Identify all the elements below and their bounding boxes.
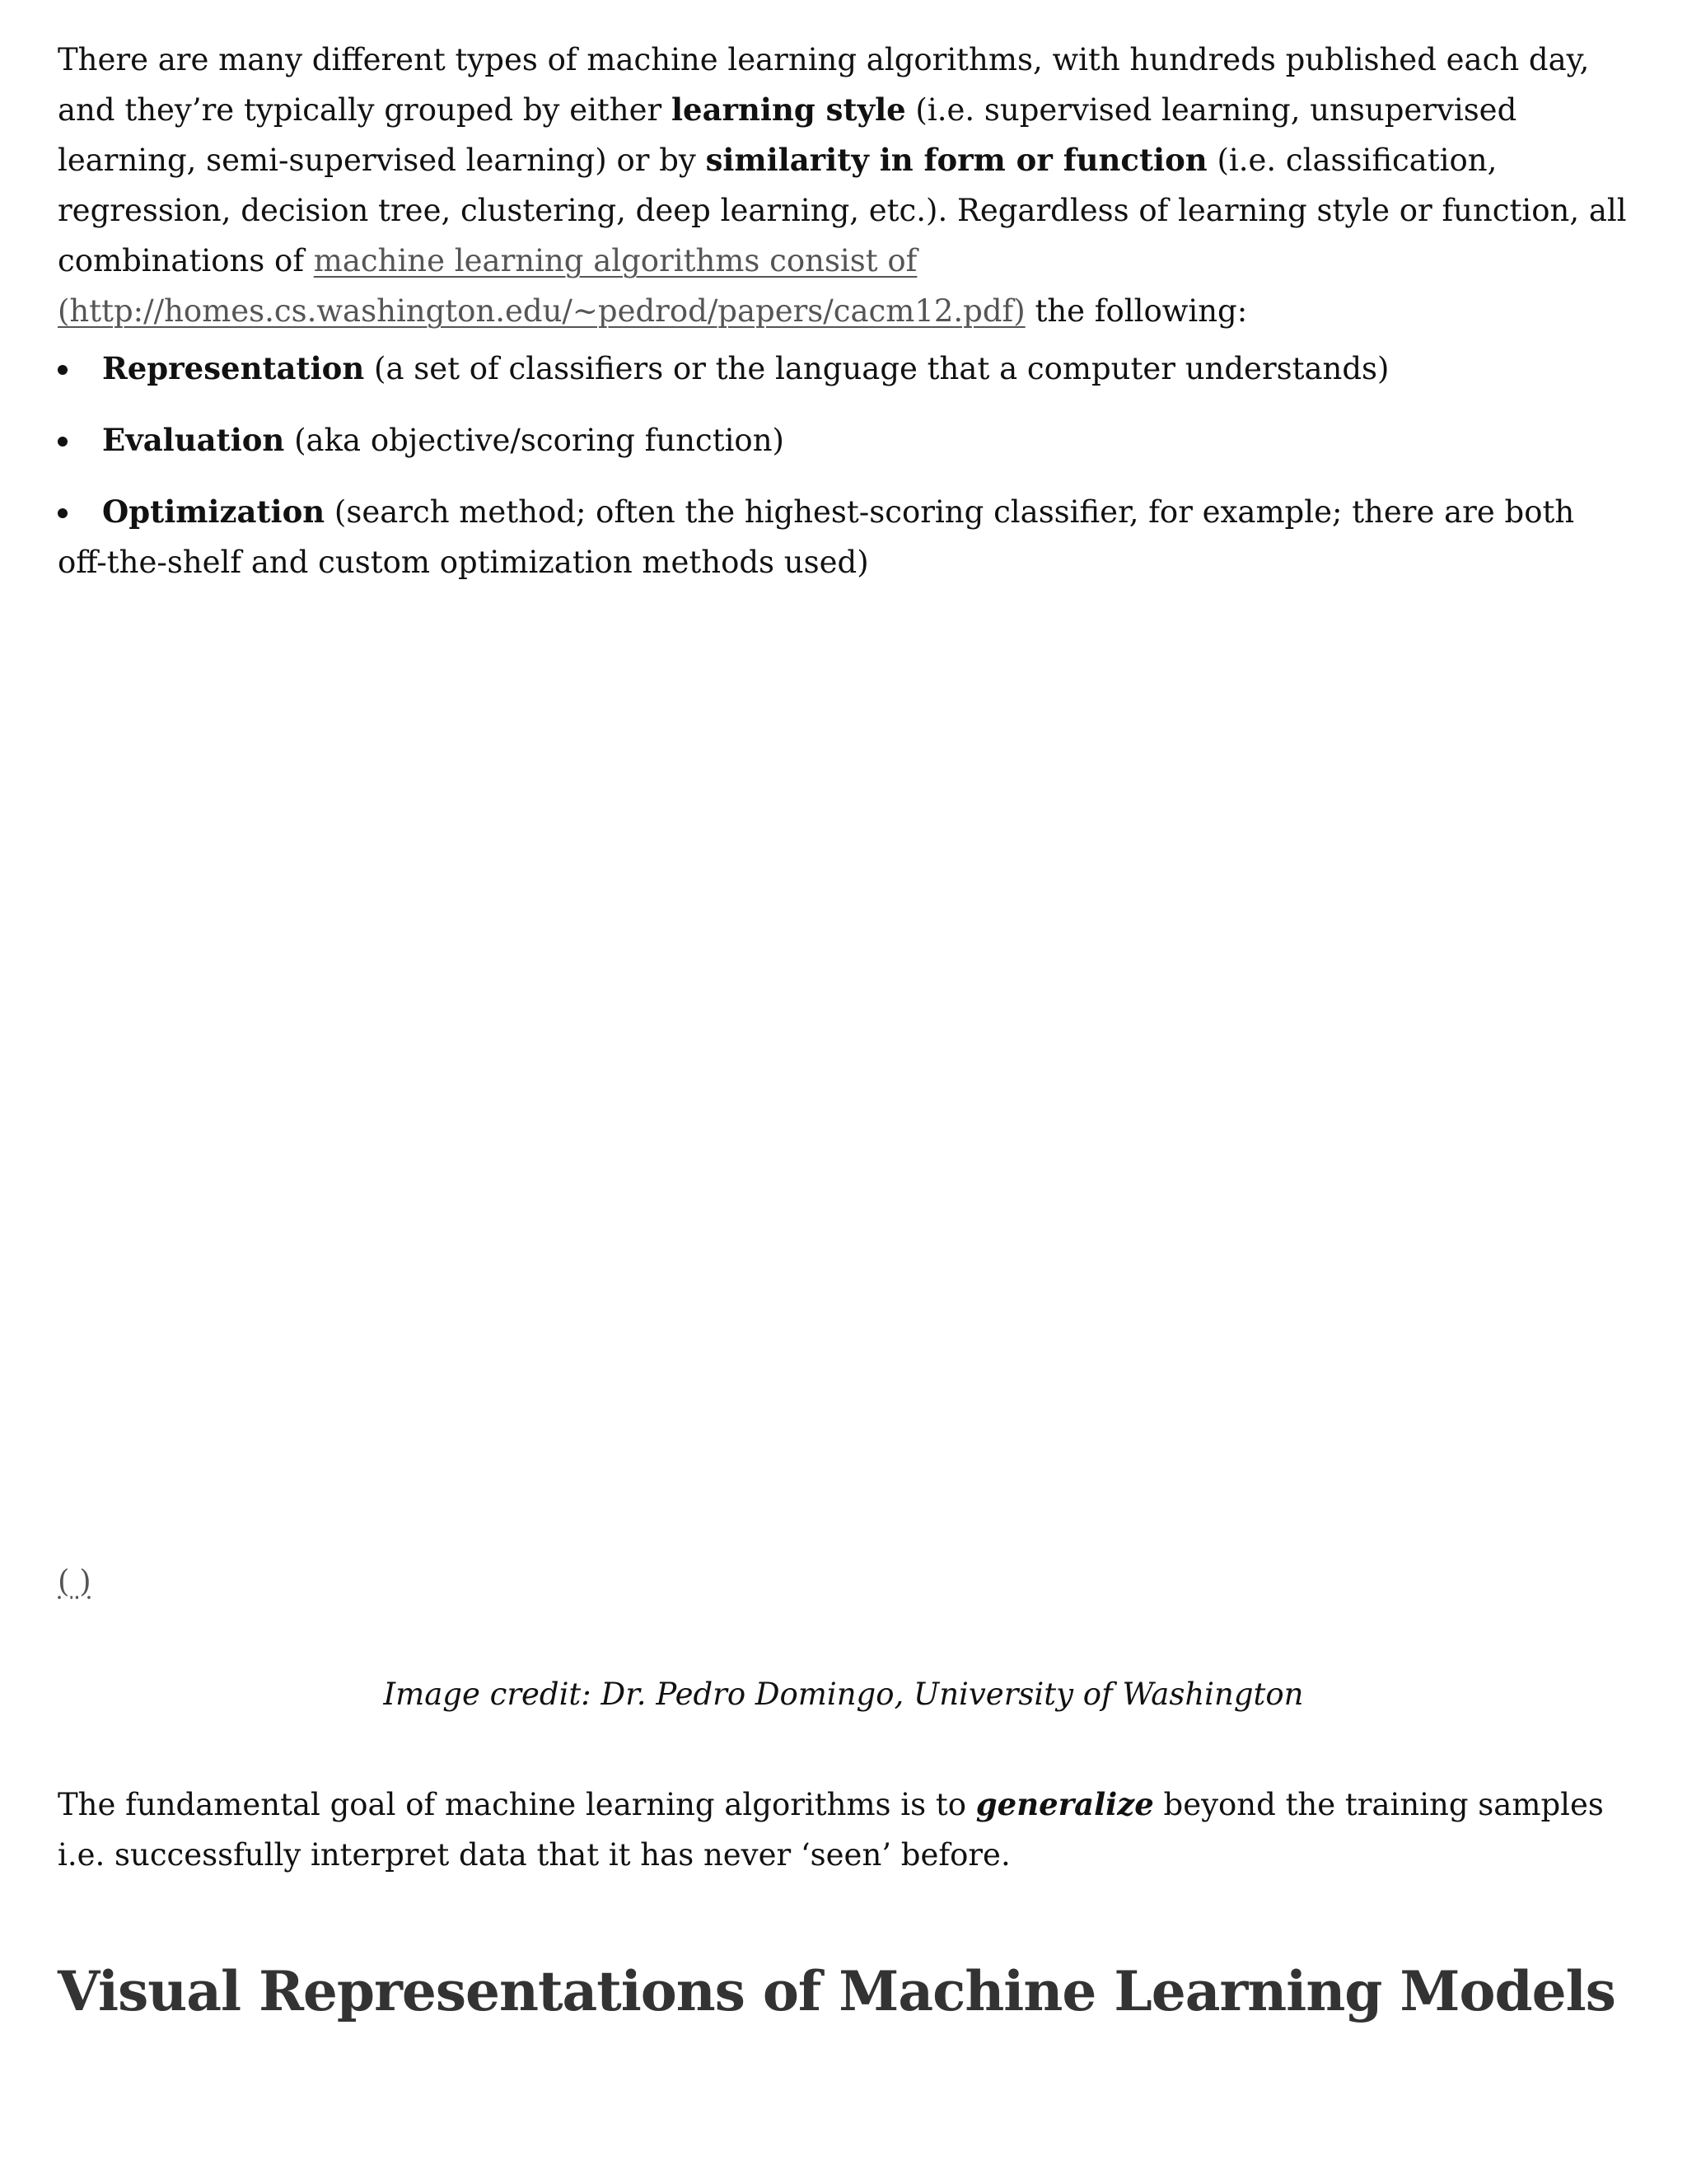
list-item-representation	[58, 344, 1631, 394]
goal-text-2: beyond the training samples i.e. successfully interpret data that it has never ‘seen’ before.	[58, 1787, 1604, 1873]
list-item-term: Representation	[102, 350, 365, 386]
goal-text-1: The fundamental goal of machine learning algorithms is to	[58, 1787, 976, 1822]
components-list	[58, 344, 1631, 609]
intro-paragraph	[58, 35, 1631, 336]
list-item-term: Optimization	[102, 493, 325, 530]
list-item-evaluation	[58, 415, 1631, 465]
domingos-paper-link[interactable]: machine learning algorithms consist of (http://homes.cs.washington.edu/~pedrod/papers/cacm12.pdf)	[58, 243, 1026, 329]
intro-text-2: (i.e. supervised learning, unsupervised learning, semi-supervised learning) or by	[58, 92, 1517, 178]
similarity-term: similarity in form or function	[705, 142, 1208, 178]
learning-style-term: learning style	[671, 91, 906, 128]
intro-text-3: (i.e. classification, regression, decision tree, clustering, deep learning, etc.). Regardless of learning style or function, all combinations of	[58, 143, 1627, 278]
goal-paragraph	[58, 1779, 1631, 1880]
figure-caption: Image credit: Dr. Pedro Domingo, University of Washington	[383, 1677, 1304, 1712]
list-item-description: (search method; often the highest-scoring classifier, for example; there are both off-the-shelf and custom optimization methods used)	[58, 494, 1575, 580]
list-item-description: (aka objective/scoring function)	[284, 423, 784, 458]
bullet-icon	[58, 508, 68, 518]
section-heading: Visual Representations of Machine Learning Models	[58, 1959, 1615, 2023]
list-item-optimization	[58, 487, 1631, 587]
bullet-icon	[58, 365, 68, 375]
figure-placeholder	[58, 618, 1631, 1565]
intro-text-1: There are many different types of machine learning algorithms, with hundreds published each day, and they’re typically grouped by either	[58, 42, 1590, 128]
broken-image-link[interactable]: ( )	[58, 1564, 91, 1599]
intro-text-4: the following:	[1025, 293, 1248, 329]
list-item-term: Evaluation	[102, 422, 285, 458]
generalize-emphasis: generalize	[975, 1786, 1154, 1822]
bullet-icon	[58, 437, 68, 447]
list-item-description: (a set of classifiers or the language that a computer understands)	[364, 351, 1390, 386]
